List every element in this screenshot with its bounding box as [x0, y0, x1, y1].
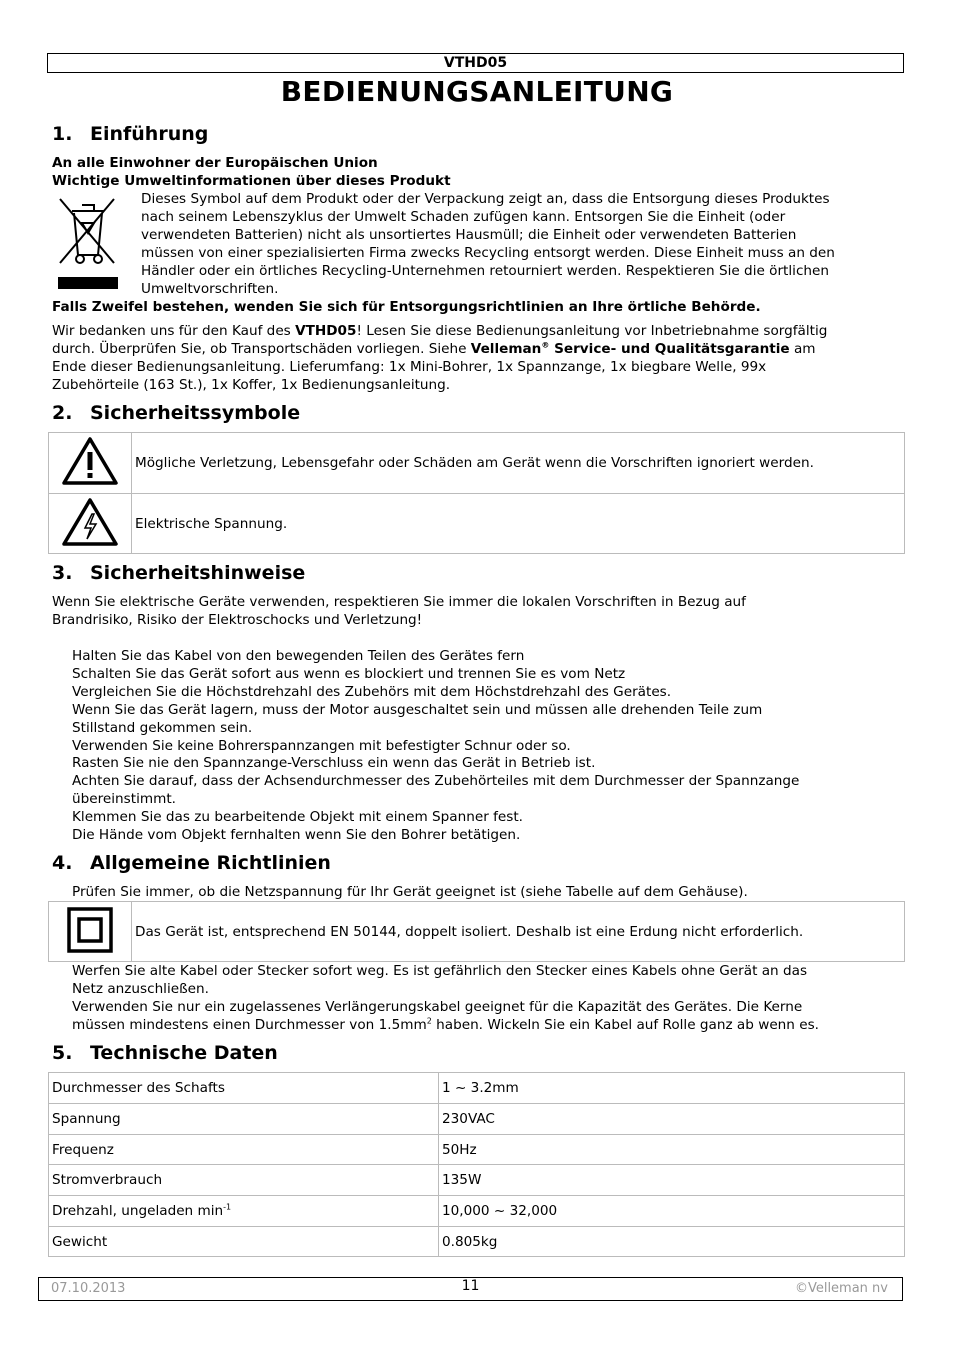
table-row: [49, 1135, 905, 1165]
table-row: [49, 1104, 905, 1135]
class2-table: [48, 901, 905, 962]
env-line: Wichtige Umweltinformationen über dieses Produkt: [52, 173, 451, 189]
double-insulation-icon: [67, 907, 113, 953]
spec-label: Spannung: [49, 1104, 439, 1135]
list-item: Stillstand gekommen sein.: [72, 720, 253, 736]
list-item: Achten Sie darauf, dass der Achsendurchmesser des Zubehörteiles mit dem Durchmesser der Spannzange: [72, 773, 800, 789]
section-heading-5: 5. Technische Daten: [52, 1042, 278, 1064]
manual-page: VTHD05 BEDIENUNGSANLEITUNG 1. Einführung An alle Einwohner der Europäischen Union Wichtige Umweltinformationen über dieses Produkt Dieses Symbol auf dem Produkt oder der Verpackung zeigt an, dass die Entsorgung dieses Produktes nach seinem Lebenszyklus der Umwelt Schaden zufügen kann. Entsorgen Sie die Einheit (oder verwendeten Batterien) nicht als unsortiertes Hausmüll; die Einheit oder verwendeten Batterien müssen von einer spezialisierten Firma zwecks Recycling entsorgt werden. Diese Einheit muss an den Händler oder ein örtliches Recycling-Unternehmen retourniert werden. Respektieren Sie die örtlichen Umweltvorschriften. Falls Zweifel bestehen, wenden Sie sich für Entsorgungsrichtlinien an Ihre örtliche Behörde. Wir bedanken uns für den Kauf des VTHD05! Lesen Sie diese Bedienungsanleitung vor Inbetriebnahme sorgfältig durch. Überprüfen Sie, ob Transportschäden vorliegen. Siehe Velleman® Service- und Qualitätsgarantie am Ende dieser Bedienungsanleitung. Lieferumfang: 1x Mini-Bohrer, 1x Spannzange, 1x biegbare Welle, 99x Zubehörteile (163 St.), 1x Koffer, 1x Bedienungsanleitung. 2. Sicherheitssymbole Mögliche Verletzung, Lebensgefahr oder Schäden am Gerät wenn die Vorschriften ignoriert werden. Elektrische Spannung. 3. Sicherheitshinweise Wenn Sie elektrische Geräte verwenden, respektieren Sie immer die lokalen Vorschriften in Bezug auf Brandrisiko, Risiko der Elektroschocks und Verletzung! Halten Sie das Kabel von den bewegenden Teilen des Gerätes fern Schalten Sie das Gerät sofort aus wenn es blockiert und trennen Sie es vom Netz Vergleichen Sie die Höchstdrehzahl des Zubehörs mit dem Höchstdrehzahl des Gerätes. Wenn Sie das Gerät lagern, muss der Motor ausgeschaltet sein und müssen alle drehenden Teile zum Stillstand gekommen sein. Verwenden Sie keine Bohrerspannzangen mit befestigter Schnur oder so. Rasten Sie nie den Spannzange-Verschluss ein wenn das Gerät in Betrieb ist. Achten Sie darauf, dass der Achsendurchmesser des Zubehörteiles mit dem Durchmesser der Spannzange übereinstimmt. Klemmen Sie das zu bearbeitende Objekt mit einem Spanner fest. Die Hände vom Objekt fernhalten wenn Sie den Bohrer betätigen. 4. Allgemeine Richtlinien Prüfen Sie immer, ob die Netzspannung für Ihr Gerät geeignet ist (siehe Tabelle auf dem Gehäuse). Das Gerät ist, entsprechend EN 50144, doppelt isoliert. Deshalb ist eine Erdung nicht erforderlich. Werfen Sie alte Kabel oder Stecker sofort weg. Es ist gefährlich den Stecker eines Kabels ohne Gerät an das Netz anzuschließen. Verwenden Sie nur ein zugelassenes Verlängerungskabel geeignet für die Kapazität des Gerätes. Die Kerne müssen mindestens einen Durchmesser von $1.5mm^2$ haben. Wickeln Sie ein Kabel auf Rolle ganz ab wenn es. 5. Technische Daten Durchmesser des Schafts 1 ~ 3.2mm Spannung 230VAC Frequenz 50Hz Stromverbrauch 135W Drehzahl, ungeladen $\min^{-1}$ 10,000 ~ 32,000 Gewicht 0.805kg 07.10.2013 11 ©Velleman nv: [0, 0, 954, 1352]
spec-value: 1 ~ 3.2mm: [439, 1073, 905, 1104]
spec-label: Drehzahl, ungeladen $\min^{-1}$: [49, 1196, 439, 1227]
table-row: [49, 1165, 905, 1196]
list-item: übereinstimmt.: [72, 791, 176, 807]
page-number: 11: [461, 1278, 480, 1294]
spec-label: Frequenz: [49, 1135, 439, 1165]
table-row: [49, 494, 905, 554]
voltage-check-line: Prüfen Sie immer, ob die Netzspannung für Ihr Gerät geeignet ist (siehe Tabelle auf dem Gehäuse).: [72, 884, 748, 900]
spec-value: 0.805kg: [439, 1227, 905, 1257]
spec-value: 50Hz: [439, 1135, 905, 1165]
warning-triangle-icon: [61, 436, 119, 486]
class2-description: Das Gerät ist, entsprechend EN 50144, doppelt isoliert. Deshalb ist eine Erdung nicht erforderlich.: [132, 902, 905, 962]
list-item: Die Hände vom Objekt fernhalten wenn Sie den Bohrer betätigen.: [72, 827, 521, 843]
list-item: Verwenden Sie keine Bohrerspannzangen mit befestigter Schnur oder so.: [72, 738, 571, 754]
general-line: Netz anzuschließen.: [72, 981, 209, 997]
page-title: BEDIENUNGSANLEITUNG: [280, 75, 674, 108]
safety-symbols-table: [48, 432, 905, 554]
general-line: müssen mindestens einen Durchmesser von $1.5mm^2$ haben. Wickeln Sie ein Kabel auf Rolle ganz ab wenn es.: [72, 1016, 820, 1033]
spec-label: Gewicht: [49, 1227, 439, 1257]
list-item: Halten Sie das Kabel von den bewegenden Teilen des Gerätes fern: [72, 648, 525, 664]
specs-table: [48, 1072, 905, 1257]
table-row: [49, 433, 905, 494]
list-item: Wenn Sie das Gerät lagern, muss der Motor ausgeschaltet sein und müssen alle drehenden Teile zum: [72, 702, 763, 718]
list-item: Klemmen Sie das zu bearbeitende Objekt mit einem Spanner fest.: [72, 809, 523, 825]
safety-intro: Brandrisiko, Risiko der Elektroschocks und Verletzung!: [52, 612, 423, 628]
spec-value: 10,000 ~ 32,000: [439, 1196, 905, 1227]
high-voltage-icon: [61, 497, 119, 547]
table-row: [49, 1227, 905, 1257]
table-row: [49, 1196, 905, 1227]
doubt-line: Falls Zweifel bestehen, wenden Sie sich für Entsorgungsrichtlinien an Ihre örtliche Behörde.: [52, 299, 761, 315]
page-footer: [38, 1277, 903, 1301]
safety-intro: Wenn Sie elektrische Geräte verwenden, respektieren Sie immer die lokalen Vorschriften in Bezug auf: [52, 594, 746, 610]
symbol-description: Elektrische Spannung.: [132, 494, 905, 554]
footer-copyright: ©Velleman nv: [794, 1281, 888, 1296]
section-heading-1: 1. Einführung: [52, 123, 209, 145]
general-line: Werfen Sie alte Kabel oder Stecker sofort weg. Es ist gefährlich den Stecker eines Kabels ohne Gerät an das: [72, 963, 808, 979]
list-item: Vergleichen Sie die Höchstdrehzahl des Zubehörs mit dem Höchstdrehzahl des Gerätes.: [72, 684, 672, 700]
table-row: [49, 902, 905, 962]
list-item: Schalten Sie das Gerät sofort aus wenn es blockiert und trennen Sie es vom Netz: [72, 666, 626, 682]
eu-line: An alle Einwohner der Europäischen Union: [52, 155, 378, 171]
spec-value: 135W: [439, 1165, 905, 1196]
weee-bin-icon: [54, 193, 122, 293]
spec-label: Durchmesser des Schafts: [49, 1073, 439, 1104]
general-line: Verwenden Sie nur ein zugelassenes Verlängerungskabel geeignet für die Kapazität des Gerätes. Die Kerne: [72, 999, 803, 1015]
section-heading-4: 4. Allgemeine Richtlinien: [52, 852, 331, 874]
spec-value: 230VAC: [439, 1104, 905, 1135]
spec-label: Stromverbrauch: [49, 1165, 439, 1196]
section-heading-3: 3. Sicherheitshinweise: [52, 562, 306, 584]
table-row: [49, 1073, 905, 1104]
section-heading-2: 2. Sicherheitssymbole: [52, 402, 301, 424]
footer-date: 07.10.2013: [51, 1281, 126, 1296]
list-item: Rasten Sie nie den Spannzange-Verschluss ein wenn das Gerät in Betrieb ist.: [72, 755, 596, 771]
symbol-description: Mögliche Verletzung, Lebensgefahr oder Schäden am Gerät wenn die Vorschriften ignoriert werden.: [132, 433, 905, 494]
model-header: VTHD05: [47, 53, 904, 73]
